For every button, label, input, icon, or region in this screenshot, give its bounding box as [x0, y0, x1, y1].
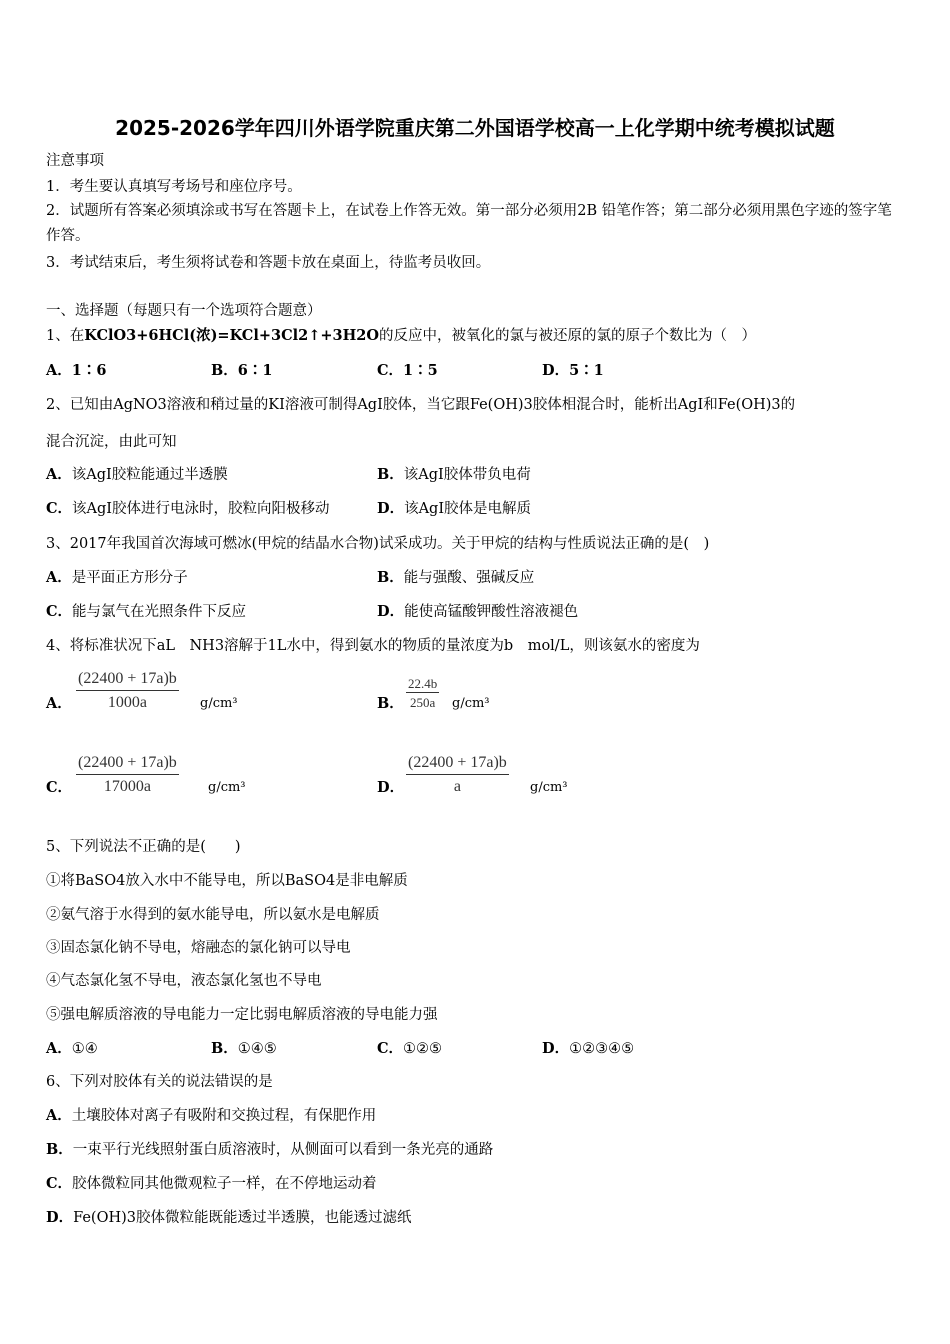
q5-statement-5: ⑤强电解质溶液的导电能力一定比弱电解质溶液的导电能力强	[46, 1007, 438, 1023]
q4-option-d-letter[interactable]	[377, 779, 404, 797]
notice-item-1: 1．考生要认真填写考场号和座位序号。	[46, 179, 302, 195]
q4-option-b-letter[interactable]	[377, 695, 404, 713]
fraction-numerator: (22400 + 17a)b	[76, 752, 179, 775]
q4-option-d-fraction	[406, 752, 509, 799]
option-letter: A．	[46, 695, 72, 712]
q6-option-a[interactable]	[46, 1107, 376, 1125]
option-text: 土壤胶体对离子有吸附和交换过程，有保肥作用	[71, 1108, 377, 1124]
option-text: ①②⑤	[403, 1041, 443, 1057]
option-text: 1∶5	[403, 362, 438, 379]
q2-stem-line2: 混合沉淀，由此可知	[46, 434, 177, 450]
q5-statement-4: ④气态氯化氢不导电，液态氯化氢也不导电	[46, 973, 322, 989]
option-text: 该AgI胶体是电解质	[404, 501, 532, 517]
q1-formula: KClO3+6HCl(浓)=KCl+3Cl2↑+3H2O	[84, 327, 380, 344]
option-letter: D．	[377, 779, 405, 796]
q6-stem: 6、下列对胶体有关的说法错误的是	[46, 1074, 273, 1090]
option-letter: A．	[46, 362, 72, 379]
q2-option-d[interactable]	[377, 500, 531, 518]
q4-stem: 4、将标准状况下aL NH3溶解于1L水中，得到氨水的物质的量浓度为b mol/L，则该氨水的密度为	[46, 638, 700, 654]
q4-option-c-letter[interactable]	[46, 779, 72, 797]
option-letter: D．	[542, 362, 570, 379]
option-letter: D．	[377, 603, 405, 620]
option-text: 能使高锰酸钾酸性溶液褪色	[404, 604, 579, 620]
q4-option-b-unit: g/cm³	[452, 696, 490, 711]
option-text: ①②③④⑤	[569, 1041, 635, 1057]
option-letter: B．	[46, 1141, 73, 1158]
q5-option-d[interactable]	[542, 1040, 634, 1058]
q4-option-b-fraction	[406, 675, 439, 712]
q4-option-c-unit: g/cm³	[208, 780, 246, 795]
option-letter: A．	[46, 1040, 72, 1057]
option-letter: C．	[46, 603, 73, 620]
q1-option-c[interactable]	[377, 362, 438, 380]
option-letter: B．	[377, 466, 404, 483]
option-text: 是平面正方形分子	[71, 570, 188, 586]
option-text: 5∶1	[569, 362, 604, 379]
notice-item-2: 2．试题所有答案必须填涂或书写在答题卡上，在试卷上作答无效。第一部分必须用2B 铅笔作答；第二部分必须用黑色字迹的签字笔作答。	[46, 203, 892, 244]
option-text: 胶体微粒同其他微观粒子一样，在不停地运动着	[72, 1176, 377, 1192]
q3-option-d[interactable]	[377, 603, 578, 621]
option-text: 该AgI胶体进行电泳时，胶粒向阳极移动	[72, 501, 330, 517]
option-letter: C．	[377, 362, 404, 379]
q4-option-a-fraction	[76, 668, 179, 715]
q5-option-c[interactable]	[377, 1040, 442, 1058]
notice-heading: 注意事项	[46, 153, 104, 169]
q3-option-a[interactable]	[46, 569, 188, 587]
fraction-numerator: 22.4b	[408, 676, 438, 691]
fraction-numerator: (22400 + 17a)b	[406, 752, 509, 775]
option-text: ①④	[71, 1041, 98, 1057]
fraction-numerator: (22400 + 17a)b	[76, 668, 179, 691]
q4-option-a-unit: g/cm³	[200, 696, 238, 711]
q4-option-a-letter[interactable]	[46, 695, 72, 713]
option-letter: C．	[46, 779, 73, 796]
option-letter: B．	[377, 569, 404, 586]
q5-statement-3: ③固态氯化钠不导电，熔融态的氯化钠可以导电	[46, 940, 351, 956]
q4-option-d-unit: g/cm³	[530, 780, 568, 795]
option-letter: C．	[46, 500, 73, 517]
option-letter: D．	[542, 1040, 570, 1057]
q5-option-a[interactable]	[46, 1040, 98, 1058]
q6-option-d[interactable]	[46, 1209, 412, 1227]
section-heading: 一、选择题（每题只有一个选项符合题意）	[46, 303, 322, 319]
option-text: 1∶6	[71, 362, 107, 379]
option-letter: B．	[211, 1040, 238, 1057]
option-letter: A．	[46, 1107, 72, 1124]
option-letter: A．	[46, 466, 72, 483]
q6-option-c[interactable]	[46, 1175, 377, 1193]
option-text: 6∶1	[237, 362, 273, 379]
option-letter: B．	[377, 695, 404, 712]
page-title: 2025-2026学年四川外语学院重庆第二外国语学校高一上化学期中统考模拟试题	[115, 116, 835, 140]
q3-option-b[interactable]	[377, 569, 534, 587]
fraction-denominator: 1000a	[107, 694, 147, 711]
q1-option-d[interactable]	[542, 362, 604, 380]
q3-stem: 3、2017年我国首次海域可燃冰(甲烷的结晶水合物)试采成功。关于甲烷的结构与性质说法正确的是( )	[46, 536, 710, 552]
option-letter: D．	[46, 1209, 74, 1226]
q1-stem	[46, 327, 756, 345]
option-text: 一束平行光线照射蛋白质溶液时，从侧面可以看到一条光亮的通路	[72, 1142, 494, 1158]
fraction-denominator: 17000a	[103, 778, 151, 795]
option-text: 该AgI胶粒能通过半透膜	[71, 467, 228, 483]
q4-option-c-fraction	[76, 752, 179, 799]
q3-option-c[interactable]	[46, 603, 246, 621]
q1-option-b[interactable]	[211, 362, 272, 380]
option-letter: B．	[211, 362, 238, 379]
option-text: 能与氯气在光照条件下反应	[72, 604, 247, 620]
q5-statement-1: ①将BaSO4放入水中不能导电，所以BaSO4是非电解质	[46, 873, 408, 889]
q2-stem-line1: 2、已知由AgNO3溶液和稍过量的KI溶液可制得AgI胶体，当它跟Fe(OH)3胶体相混合时，能析出AgI和Fe(OH)3的	[46, 397, 796, 413]
q5-statement-2: ②氨气溶于水得到的氨水能导电，所以氨水是电解质	[46, 907, 380, 923]
q5-stem: 5、下列说法不正确的是( )	[46, 839, 241, 855]
fraction-denominator: a	[453, 778, 461, 795]
option-letter: A．	[46, 569, 72, 586]
fraction-denominator: 250a	[409, 695, 436, 710]
q6-option-b[interactable]	[46, 1141, 493, 1159]
option-text: ①④⑤	[237, 1041, 277, 1057]
q2-option-c[interactable]	[46, 500, 330, 518]
q1-option-a[interactable]	[46, 362, 106, 380]
option-letter: C．	[46, 1175, 73, 1192]
q2-option-b[interactable]	[377, 466, 531, 484]
notice-item-3: 3．考试结束后，考生须将试卷和答题卡放在桌面上，待监考员收回。	[46, 255, 491, 271]
option-letter: D．	[377, 500, 405, 517]
option-text: Fe(OH)3胶体微粒能既能透过半透膜，也能透过滤纸	[73, 1210, 412, 1226]
option-text: 该AgI胶体带负电荷	[403, 467, 531, 483]
q1-stem-post: 的反应中，被氧化的氯与被还原的氯的原子个数比为（ ）	[379, 328, 757, 344]
q5-option-b[interactable]	[211, 1040, 277, 1058]
q2-option-a[interactable]	[46, 466, 228, 484]
option-letter: C．	[377, 1040, 404, 1057]
q1-stem-pre: 1、在	[46, 328, 85, 344]
option-text: 能与强酸、强碱反应	[403, 570, 535, 586]
